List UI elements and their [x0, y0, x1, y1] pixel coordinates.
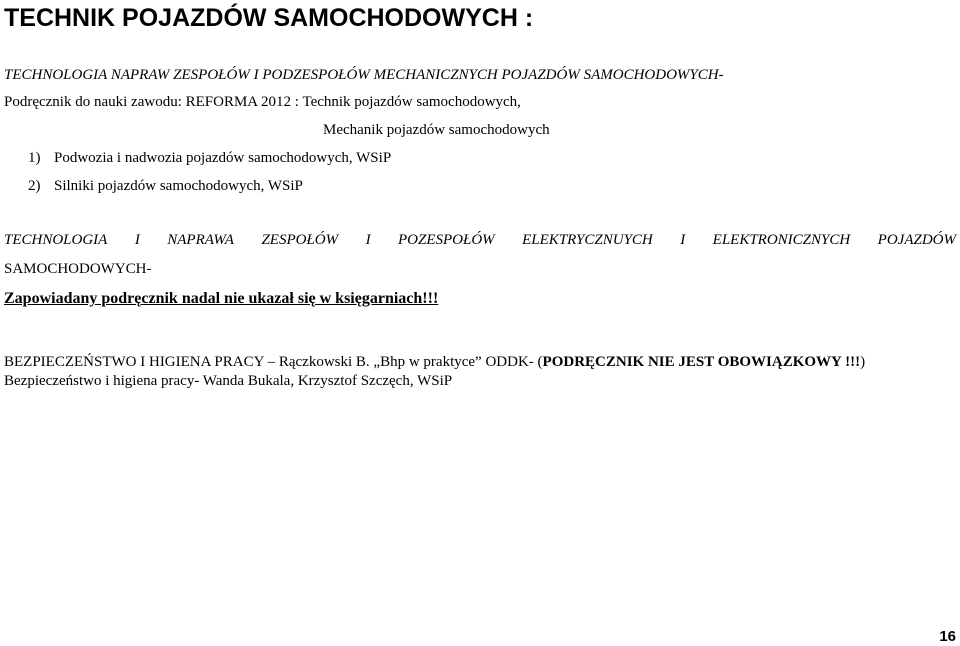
handbook-line-continued: Mechanik pojazdów samochodowych — [323, 122, 550, 138]
safety-line-suffix: ) — [860, 354, 866, 370]
section-heading-electrical-continued: SAMOCHODOWYCH- — [4, 261, 152, 277]
handbook-notice: Zapowiadany podręcznik nadal nie ukazał się w księgarniach!!! — [4, 290, 439, 307]
list-item — [28, 149, 391, 168]
heading-word: ELEKTRONICZNYCH — [712, 232, 851, 248]
heading-word: NAPRAWA — [167, 232, 234, 248]
heading-word: I — [680, 232, 686, 248]
heading-word: I — [134, 232, 140, 248]
safety-line-text: BEZPIECZEŃSTWO I HIGIENA PRACY – Rączkowski B. „Bhp w praktyce” ODDK- ( — [4, 354, 543, 370]
page-title: TECHNIK POJAZDÓW SAMOCHODOWYCH : — [4, 4, 534, 32]
section-heading-mechanical: TECHNOLOGIA NAPRAW ZESPOŁÓW I PODZESPOŁÓW MECHANICZNYCH POJAZDÓW SAMOCHODOWYCH- — [4, 67, 724, 83]
list-item-text: Silniki pojazdów samochodowych, WSiP — [54, 178, 303, 194]
list-item — [28, 177, 303, 196]
heading-word: ZESPOŁÓW — [261, 232, 339, 248]
safety-book-line: Bezpieczeństwo i higiena pracy- Wanda Bukala, Krzysztof Szczęch, WSiP — [4, 373, 453, 389]
heading-word: POZESPOŁÓW — [398, 232, 495, 248]
list-item-number: 1) — [28, 150, 41, 166]
handbook-line: Podręcznik do nauki zawodu: REFORMA 2012 : Technik pojazdów samochodowych, — [4, 94, 521, 110]
heading-word: ELEKTRYCZNUYCH — [522, 232, 653, 248]
heading-word: I — [365, 232, 371, 248]
page-number: 16 — [939, 628, 956, 645]
list-item-number: 2) — [28, 178, 41, 194]
heading-word: POJAZDÓW — [877, 232, 956, 248]
safety-line — [4, 353, 865, 372]
heading-word: TECHNOLOGIA — [4, 232, 108, 248]
optional-handbook-note: PODRĘCZNIK NIE JEST OBOWIĄZKOWY !!! — [542, 354, 861, 370]
list-item-text: Podwozia i nadwozia pojazdów samochodowych, WSiP — [54, 150, 392, 166]
section-heading-electrical — [4, 231, 956, 250]
